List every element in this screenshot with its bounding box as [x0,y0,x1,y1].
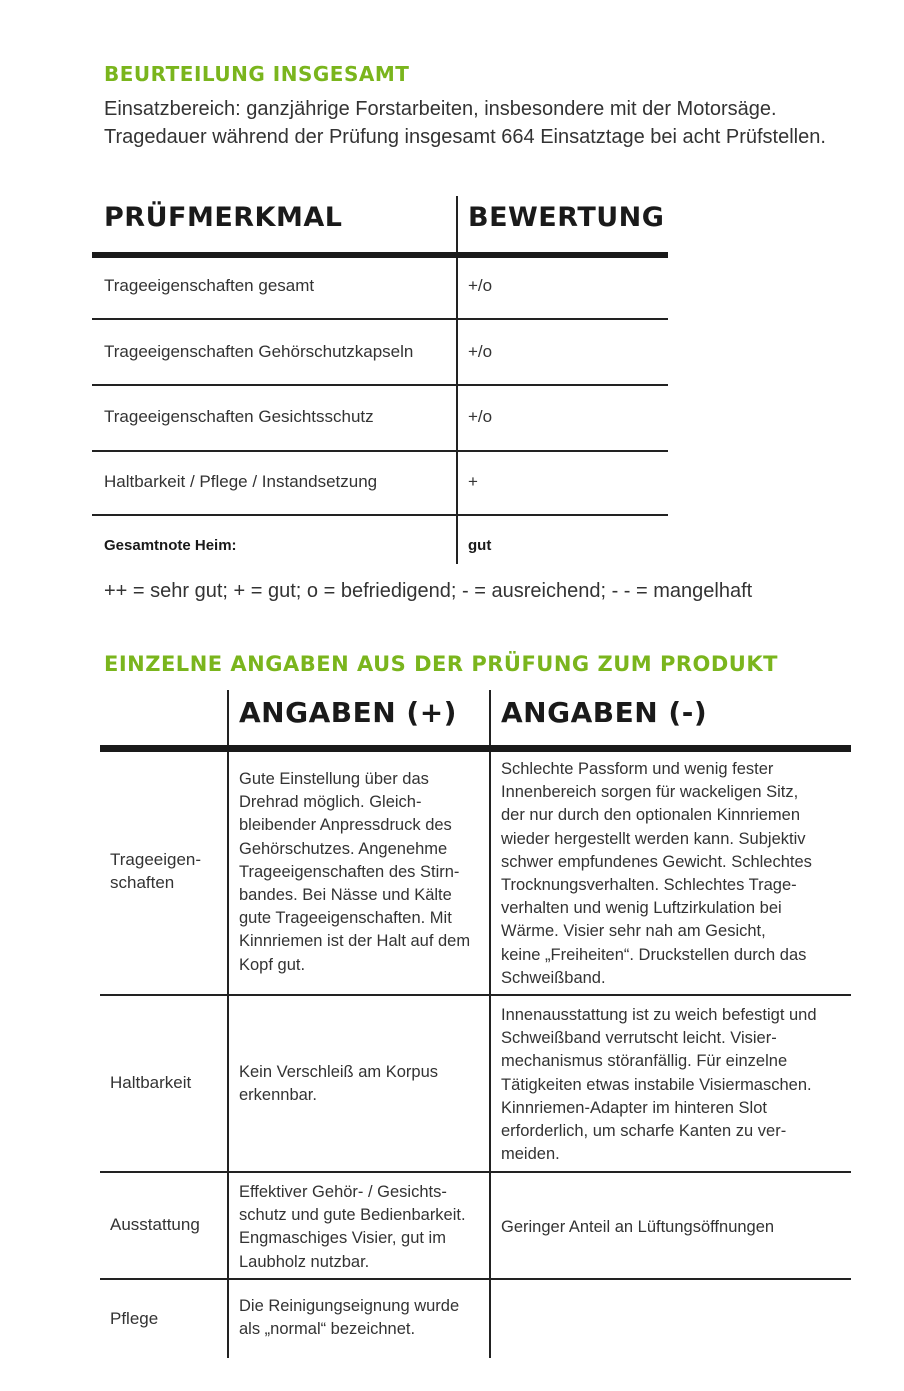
detail-row-label: Trageeigen- schaften [110,850,202,892]
rating-row-value: + [468,472,478,491]
detail-plus-cell: Effektiver Gehör- / Gesichts- schutz und gute Bedienbarkeit. Engmaschiges Visier, gut im Laubholz nutzbar. [239,1183,466,1271]
rating-row-value: +/o [468,407,493,426]
section-title-details: EINZELNE ANGABEN AUS DER PRÜFUNG ZUM PRODUKT [104,652,778,676]
detail-minus-cell: Innenausstattung ist zu weich befestigt und Schweißband verrutscht leicht. Visier- mechanismus störanfällig. Für einzelne Tätigkeiten etwas instabile Visiermaschen. Kinnriemen-Adapter im hinteren Slot erforderlich, um scharfe Kanten zu ver- meiden. [501,1006,817,1164]
total-value: gut [468,537,492,554]
detail-divider-1 [227,690,229,1358]
rating-row-label: Trageeigenschaften Gesichtsschutz [104,407,374,426]
rating-row-rule [92,514,668,516]
rating-row-value: +/o [468,276,493,295]
rating-table [92,196,668,578]
detail-row-rule [100,1278,851,1280]
rating-row-rule [92,450,668,452]
detail-plus-cell: Die Reinigungseignung wurde als „normal“ bezeichnet. [239,1297,460,1339]
detail-row-label: Ausstattung [110,1215,200,1234]
total-label: Gesamtnote Heim: [104,537,237,554]
detail-row-rule [100,1171,851,1173]
rating-row-label: Trageeigenschaften Gehörschutzkapseln [104,342,414,361]
detail-minus-cell: Schlechte Passform und wenig fester Innenbereich sorgen für wackeligen Sitz, der nur durch den optionalen Kinnriemen wieder hergestellt werden kann. Subjektiv schwer empfundenes Gewicht. Schlechtes Trocknungsverhalten. Schlechtes Trage- verhalten und wenig Luftzirkulation bei Wärme. Visier sehr nah am Gesicht, keine „Freiheiten“. Druckstellen durch das Schweißband. [501,760,812,987]
section-title-overall: BEURTEILUNG INSGESAMT [104,62,410,86]
rating-header-rating: BEWERTUNG [468,202,665,233]
rating-row-rule [92,318,668,320]
rating-header-rule [92,252,668,258]
detail-header-rule [100,745,851,752]
rating-row-value: +/o [468,342,493,361]
detail-row-label: Pflege [110,1309,159,1328]
rating-row-label: Trageeigenschaften gesamt [104,276,315,295]
intro-text [104,95,864,151]
detail-minus-cell: Geringer Anteil an Lüftungsöffnungen [501,1218,775,1236]
detail-plus-cell: Gute Einstellung über das Drehrad möglich. Gleich- bleibender Anpressdruck des Gehörschutzes. Angenehme Trageeigenschaften des Stirn- bandes. Bei Nässe und Kälte gute Trageeigenschaften. Mit Kinnriemen ist der Halt auf dem Kopf gut. [239,770,471,974]
rating-row-rule [92,384,668,386]
detail-table [100,690,851,1360]
rating-header-feature: PRÜFMERKMAL [104,202,343,233]
detail-header-minus: ANGABEN (-) [501,696,708,729]
detail-row-label: Haltbarkeit [110,1073,192,1092]
intro-line-2: Tragedauer während der Prüfung insgesamt 664 Einsatztage bei acht Prüfstellen. [104,126,826,148]
rating-legend: ++ = sehr gut; + = gut; o = befriedigend; - = ausreichend; - - = mangelhaft [104,580,753,602]
detail-divider-2 [489,690,491,1358]
intro-line-1: Einsatzbereich: ganzjährige Forstarbeiten, insbesondere mit der Motorsäge. [104,98,777,120]
detail-row-rule [100,994,851,996]
detail-header-plus: ANGABEN (+) [239,696,457,729]
rating-row-label: Haltbarkeit / Pflege / Instandsetzung [104,472,378,491]
detail-plus-cell: Kein Verschleiß am Korpus erkennbar. [239,1063,439,1105]
